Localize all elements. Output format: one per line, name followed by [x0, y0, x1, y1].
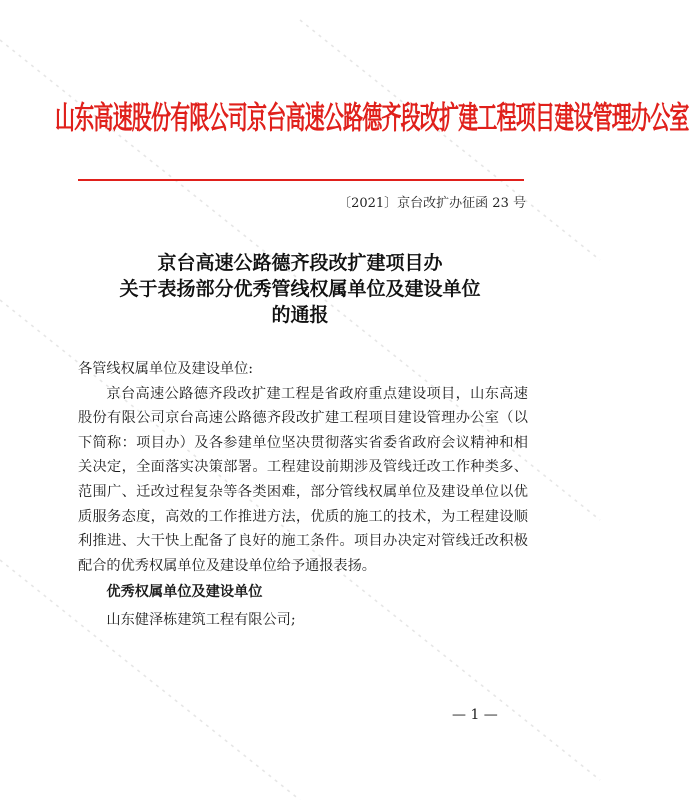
notice-title-line-2: 关于表扬部分优秀管线权属单位及建设单位	[119, 278, 481, 300]
page-number: — 1 —	[452, 707, 498, 723]
salutation: 各管线权属单位及建设单位:	[78, 361, 254, 377]
body-paragraph: 京台高速公路德齐段改扩建工程是省政府重点建设项目，山东高速股份有限公司京台高速公路德齐段改扩建工程项目建设管理办公室（以下简称：项目办）及各参建单位坚决贯彻落实省委省政府会议精神和相关决定，全面落实决策部署。工程建设前期涉及管线迁改工作种类多、范围广、迁改过程复杂等各类困难，部分管线权属单位及建设单位以优质服务态度，高效的工作推进方法，优质的施工的技术，为工程建设顺利推进、大干快上配备了良好的施工条件。项目办决定对管线迁改积极配合的优秀权属单位及建设单位给予通报表扬。	[78, 385, 528, 574]
document-number: 〔2021〕京台改扩办征函 23 号	[338, 196, 526, 211]
notice-title-line-3: 的通报	[271, 304, 329, 326]
notice-title	[60, 250, 540, 328]
section-heading: 优秀权属单位及建设单位	[106, 584, 263, 601]
company-list-item: 山东健泽栋建筑工程有限公司;	[106, 611, 296, 628]
letterhead-divider	[78, 179, 524, 181]
notice-title-line-1: 京台高速公路德齐段改扩建项目办	[157, 252, 443, 274]
notice-body	[78, 357, 528, 633]
letterhead-title: 山东高速股份有限公司京台高速公路德齐段改扩建工程项目建设管理办公室	[55, 99, 689, 137]
